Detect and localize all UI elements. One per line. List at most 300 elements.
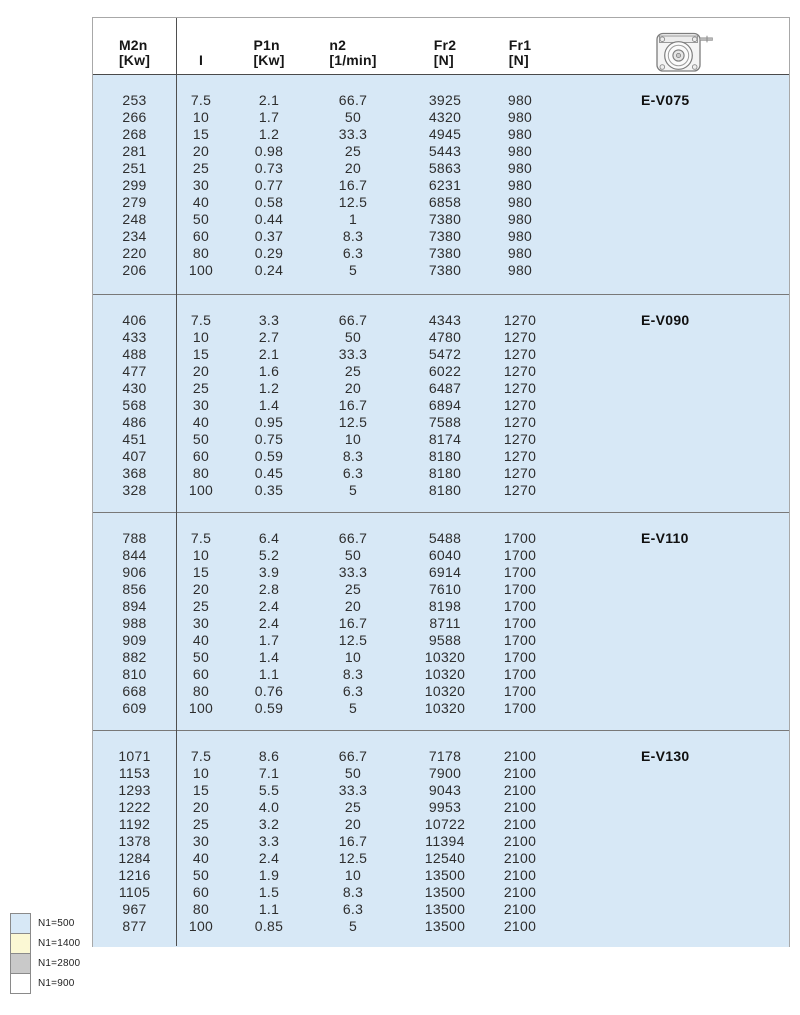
table-row <box>93 380 789 397</box>
model-label <box>544 262 789 279</box>
cell-fr1: 2100 <box>503 918 537 934</box>
cell-p1n: 2.1 <box>258 346 280 362</box>
cell-n2: 6.3 <box>342 901 364 917</box>
table-row <box>93 211 789 228</box>
cell-n2: 20 <box>344 598 362 614</box>
cell-m2n: 1071 <box>118 748 151 764</box>
cell-i: 30 <box>192 615 210 631</box>
cell-n2: 6.3 <box>342 245 364 261</box>
cell-fr2: 7380 <box>428 245 462 261</box>
col-header-m2n <box>93 18 176 74</box>
cell-fr2: 6894 <box>428 397 462 413</box>
cell-p1n: 0.59 <box>254 700 284 716</box>
model-label <box>544 581 789 598</box>
col-header-p1n <box>226 18 312 74</box>
cell-m2n: 988 <box>122 615 147 631</box>
table-row <box>93 564 789 581</box>
cell-n2: 8.3 <box>342 448 364 464</box>
cell-m2n: 279 <box>122 194 147 210</box>
table-row <box>93 581 789 598</box>
model-label <box>544 700 789 717</box>
model-label <box>544 884 789 901</box>
cell-p1n: 0.35 <box>254 482 284 498</box>
cell-n2: 8.3 <box>342 228 364 244</box>
cell-p1n: 3.2 <box>258 816 280 832</box>
cell-p1n: 1.4 <box>258 397 280 413</box>
model-label <box>544 598 789 615</box>
cell-m2n: 909 <box>122 632 147 648</box>
cell-fr2: 8711 <box>429 615 461 631</box>
cell-fr2: 7178 <box>428 748 462 764</box>
cell-fr1: 1700 <box>503 598 537 614</box>
table-row <box>93 683 789 700</box>
cell-p1n: 1.1 <box>258 666 280 682</box>
cell-i: 50 <box>192 649 210 665</box>
cell-fr2: 10320 <box>424 666 466 682</box>
model-group <box>93 294 789 512</box>
cell-i: 40 <box>192 632 210 648</box>
legend-swatch <box>10 953 31 974</box>
cell-i: 50 <box>192 867 210 883</box>
cell-fr2: 8198 <box>428 598 462 614</box>
model-label <box>544 448 789 465</box>
cell-n2: 66.7 <box>338 312 368 328</box>
cell-i: 100 <box>188 700 214 716</box>
table-row <box>93 632 789 649</box>
cell-i: 50 <box>192 211 210 227</box>
cell-i: 60 <box>192 448 210 464</box>
cell-p1n: 0.73 <box>254 160 284 176</box>
cell-m2n: 266 <box>122 109 147 125</box>
cell-fr1: 2100 <box>503 884 537 900</box>
cell-m2n: 1105 <box>118 884 151 900</box>
cell-fr1: 1270 <box>503 397 537 413</box>
table-row <box>93 92 789 109</box>
cell-p1n: 0.24 <box>254 262 284 278</box>
cell-i: 40 <box>192 414 210 430</box>
cell-p1n: 3.3 <box>258 312 280 328</box>
cell-p1n: 5.5 <box>258 782 280 798</box>
table-row <box>93 109 789 126</box>
cell-fr1: 1270 <box>503 482 537 498</box>
cell-m2n: 1293 <box>118 782 151 798</box>
cell-fr1: 2100 <box>503 833 537 849</box>
model-label <box>544 765 789 782</box>
table-row <box>93 918 789 935</box>
cell-m2n: 810 <box>122 666 147 682</box>
legend-swatch <box>10 933 31 954</box>
cell-i: 25 <box>192 380 210 396</box>
model-label <box>544 850 789 867</box>
table-row <box>93 615 789 632</box>
col-header-i-label: I <box>198 52 204 68</box>
cell-fr1: 980 <box>507 160 533 176</box>
cell-fr1: 1270 <box>503 465 537 481</box>
cell-fr1: 1700 <box>503 683 537 699</box>
cell-m2n: 906 <box>122 564 147 580</box>
cell-p1n: 0.44 <box>254 211 284 227</box>
cell-p1n: 1.6 <box>258 363 280 379</box>
cell-fr2: 3925 <box>428 92 462 108</box>
cell-fr2: 6487 <box>428 380 462 396</box>
cell-p1n: 0.75 <box>254 431 284 447</box>
cell-p1n: 0.45 <box>254 465 284 481</box>
cell-i: 40 <box>192 194 210 210</box>
model-label <box>544 109 789 126</box>
cell-p1n: 0.77 <box>254 177 284 193</box>
cell-fr1: 1270 <box>503 312 537 328</box>
cell-fr2: 8180 <box>428 482 462 498</box>
cell-i: 20 <box>192 581 210 597</box>
cell-i: 20 <box>192 143 210 159</box>
model-label <box>544 143 789 160</box>
table-row <box>93 782 789 799</box>
cell-fr2: 9588 <box>428 632 462 648</box>
cell-fr2: 7380 <box>428 211 462 227</box>
cell-m2n: 1284 <box>118 850 151 866</box>
cell-m2n: 220 <box>122 245 147 261</box>
cell-n2: 33.3 <box>338 346 368 362</box>
cell-fr1: 1270 <box>503 329 537 345</box>
cell-m2n: 882 <box>122 649 147 665</box>
cell-fr2: 8174 <box>428 431 462 447</box>
cell-fr1: 980 <box>507 245 533 261</box>
cell-n2: 20 <box>344 380 362 396</box>
model-label <box>544 363 789 380</box>
cell-fr1: 2100 <box>503 867 537 883</box>
table-row <box>93 850 789 867</box>
cell-fr1: 2100 <box>503 748 537 764</box>
model-label <box>544 194 789 211</box>
table-row <box>93 329 789 346</box>
cell-fr2: 7610 <box>428 581 462 597</box>
cell-p1n: 8.6 <box>258 748 280 764</box>
cell-p1n: 5.2 <box>258 547 280 563</box>
cell-fr1: 980 <box>507 92 533 108</box>
cell-fr2: 7900 <box>428 765 462 781</box>
cell-m2n: 251 <box>122 160 147 176</box>
cell-p1n: 1.2 <box>258 126 280 142</box>
col-header-i <box>176 18 226 74</box>
cell-p1n: 1.7 <box>258 632 280 648</box>
cell-p1n: 2.7 <box>258 329 280 345</box>
cell-fr1: 1700 <box>503 649 537 665</box>
cell-i: 80 <box>192 901 210 917</box>
cell-n2: 66.7 <box>338 92 368 108</box>
cell-i: 7.5 <box>190 748 212 764</box>
cell-i: 10 <box>192 547 210 563</box>
cell-fr1: 1270 <box>503 448 537 464</box>
table-row <box>93 748 789 765</box>
legend-label: N1=1400 <box>38 938 81 949</box>
cell-fr1: 980 <box>507 177 533 193</box>
cell-fr2: 10320 <box>424 649 466 665</box>
model-label <box>544 126 789 143</box>
cell-i: 25 <box>192 598 210 614</box>
cell-fr1: 980 <box>507 211 533 227</box>
model-label <box>544 177 789 194</box>
cell-m2n: 856 <box>122 581 147 597</box>
cell-n2: 25 <box>344 799 362 815</box>
cell-p1n: 1.4 <box>258 649 280 665</box>
cell-fr2: 4780 <box>428 329 462 345</box>
table-row <box>93 700 789 717</box>
table-header <box>93 18 789 75</box>
table-row <box>93 833 789 850</box>
table-row <box>93 397 789 414</box>
model-label <box>544 683 789 700</box>
cell-p1n: 2.4 <box>258 615 280 631</box>
table-row <box>93 799 789 816</box>
cell-n2: 33.3 <box>338 782 368 798</box>
cell-fr1: 1700 <box>503 564 537 580</box>
cell-fr1: 1700 <box>503 530 537 546</box>
table-row <box>93 414 789 431</box>
cell-n2: 16.7 <box>338 177 368 193</box>
col-header-m2n-label: M2n [Kw] <box>118 37 151 68</box>
model-label <box>544 465 789 482</box>
cell-fr1: 1270 <box>503 380 537 396</box>
cell-m2n: 894 <box>122 598 147 614</box>
cell-n2: 25 <box>344 581 362 597</box>
model-label: E-V110 <box>641 530 689 546</box>
cell-fr1: 2100 <box>503 765 537 781</box>
cell-p1n: 3.9 <box>258 564 280 580</box>
cell-fr1: 1700 <box>503 700 537 716</box>
table-row <box>93 363 789 380</box>
cell-n2: 10 <box>344 867 362 883</box>
cell-m2n: 368 <box>122 465 147 481</box>
cell-n2: 33.3 <box>338 126 368 142</box>
cell-fr2: 10722 <box>424 816 466 832</box>
cell-n2: 16.7 <box>338 397 368 413</box>
cell-m2n: 253 <box>122 92 147 108</box>
cell-m2n: 407 <box>122 448 147 464</box>
model-label <box>544 346 789 363</box>
cell-fr2: 13500 <box>424 884 466 900</box>
cell-fr2: 7380 <box>428 262 462 278</box>
table-row <box>93 530 789 547</box>
cell-fr1: 1270 <box>503 414 537 430</box>
cell-fr1: 980 <box>507 126 533 142</box>
cell-fr2: 6914 <box>428 564 462 580</box>
cell-i: 80 <box>192 683 210 699</box>
model-label <box>544 329 789 346</box>
cell-fr2: 6022 <box>428 363 462 379</box>
cell-i: 40 <box>192 850 210 866</box>
cell-i: 60 <box>192 666 210 682</box>
cell-fr2: 4945 <box>428 126 462 142</box>
cell-fr2: 9043 <box>428 782 462 798</box>
table-row <box>93 126 789 143</box>
cell-fr2: 5443 <box>428 143 462 159</box>
cell-fr1: 1700 <box>503 666 537 682</box>
table-row <box>93 598 789 615</box>
legend-label: N1=900 <box>38 978 75 989</box>
model-group <box>93 730 789 947</box>
table-row <box>93 245 789 262</box>
model-label <box>544 666 789 683</box>
cell-n2: 10 <box>344 649 362 665</box>
table-row <box>93 482 789 499</box>
cell-p1n: 1.9 <box>258 867 280 883</box>
cell-p1n: 0.95 <box>254 414 284 430</box>
cell-i: 100 <box>188 918 214 934</box>
cell-n2: 12.5 <box>338 194 368 210</box>
model-label <box>544 615 789 632</box>
cell-m2n: 668 <box>122 683 147 699</box>
model-label <box>544 397 789 414</box>
table-row <box>93 194 789 211</box>
cell-m2n: 433 <box>122 329 147 345</box>
model-label <box>544 649 789 666</box>
model-label <box>544 918 789 935</box>
cell-i: 80 <box>192 465 210 481</box>
cell-m2n: 844 <box>122 547 147 563</box>
col-header-fr1-label: Fr1 [N] <box>508 37 532 68</box>
table-row <box>93 448 789 465</box>
cell-fr1: 1700 <box>503 547 537 563</box>
cell-m2n: 451 <box>122 431 147 447</box>
table-row <box>93 884 789 901</box>
cell-n2: 25 <box>344 143 362 159</box>
cell-i: 60 <box>192 884 210 900</box>
cell-n2: 8.3 <box>342 666 364 682</box>
legend-item <box>10 933 80 954</box>
cell-p1n: 0.29 <box>254 245 284 261</box>
cell-n2: 66.7 <box>338 530 368 546</box>
cell-i: 30 <box>192 177 210 193</box>
cell-fr2: 5472 <box>428 346 462 362</box>
col-header-fr1 <box>496 18 544 74</box>
cell-fr2: 10320 <box>424 700 466 716</box>
model-label <box>544 414 789 431</box>
cell-i: 80 <box>192 245 210 261</box>
table-row <box>93 465 789 482</box>
cell-fr1: 980 <box>507 194 533 210</box>
cell-fr2: 9953 <box>428 799 462 815</box>
table-row <box>93 867 789 884</box>
cell-fr2: 7588 <box>428 414 462 430</box>
cell-p1n: 0.59 <box>254 448 284 464</box>
cell-i: 7.5 <box>190 530 212 546</box>
cell-m2n: 281 <box>122 143 147 159</box>
cell-fr1: 980 <box>507 228 533 244</box>
cell-i: 20 <box>192 363 210 379</box>
cell-n2: 16.7 <box>338 615 368 631</box>
cell-i: 10 <box>192 329 210 345</box>
model-label <box>544 431 789 448</box>
cell-fr1: 1700 <box>503 632 537 648</box>
cell-i: 10 <box>192 765 210 781</box>
cell-m2n: 1378 <box>118 833 151 849</box>
cell-fr2: 8180 <box>428 448 462 464</box>
cell-n2: 5 <box>348 918 358 934</box>
cell-i: 100 <box>188 262 214 278</box>
model-label <box>544 228 789 245</box>
cell-n2: 5 <box>348 262 358 278</box>
cell-i: 60 <box>192 228 210 244</box>
ratings-table <box>92 17 790 947</box>
cell-m2n: 1216 <box>118 867 151 883</box>
cell-n2: 5 <box>348 482 358 498</box>
cell-n2: 50 <box>344 547 362 563</box>
cell-m2n: 1153 <box>118 765 151 781</box>
model-label <box>544 867 789 884</box>
cell-fr2: 11394 <box>425 833 465 849</box>
cell-fr1: 1700 <box>503 581 537 597</box>
table-row <box>93 177 789 194</box>
cell-fr2: 8180 <box>428 465 462 481</box>
cell-fr2: 7380 <box>428 228 462 244</box>
cell-fr2: 4320 <box>428 109 462 125</box>
cell-fr2: 5488 <box>428 530 462 546</box>
cell-n2: 66.7 <box>338 748 368 764</box>
model-label <box>544 245 789 262</box>
cell-i: 25 <box>192 160 210 176</box>
cell-n2: 25 <box>344 363 362 379</box>
cell-n2: 33.3 <box>338 564 368 580</box>
cell-n2: 6.3 <box>342 683 364 699</box>
cell-fr2: 13500 <box>424 867 466 883</box>
cell-p1n: 0.37 <box>254 228 284 244</box>
cell-m2n: 328 <box>122 482 147 498</box>
table-row <box>93 160 789 177</box>
cell-m2n: 477 <box>122 363 147 379</box>
cell-i: 30 <box>192 397 210 413</box>
cell-m2n: 206 <box>122 262 147 278</box>
model-label <box>544 799 789 816</box>
cell-m2n: 234 <box>122 228 147 244</box>
legend-label: N1=500 <box>38 918 75 929</box>
legend-swatch <box>10 913 31 934</box>
cell-m2n: 877 <box>122 918 147 934</box>
table-row <box>93 666 789 683</box>
model-label: E-V130 <box>641 748 690 764</box>
cell-n2: 50 <box>344 329 362 345</box>
cell-m2n: 488 <box>122 346 147 362</box>
cell-i: 50 <box>192 431 210 447</box>
model-label <box>544 564 789 581</box>
table-row <box>93 547 789 564</box>
table-row <box>93 765 789 782</box>
cell-fr1: 980 <box>507 109 533 125</box>
cell-p1n: 1.5 <box>258 884 280 900</box>
cell-p1n: 2.1 <box>258 92 280 108</box>
cell-m2n: 788 <box>122 530 147 546</box>
cell-fr1: 1270 <box>503 363 537 379</box>
cell-i: 15 <box>192 346 210 362</box>
table-row <box>93 262 789 279</box>
cell-fr2: 6231 <box>428 177 462 193</box>
model-label <box>544 160 789 177</box>
cell-n2: 20 <box>344 816 362 832</box>
cell-n2: 12.5 <box>338 850 368 866</box>
model-label <box>544 547 789 564</box>
table-row <box>93 143 789 160</box>
cell-fr1: 980 <box>507 143 533 159</box>
cell-m2n: 248 <box>122 211 147 227</box>
col-header-fr2 <box>394 18 496 74</box>
cell-m2n: 609 <box>122 700 147 716</box>
cell-i: 15 <box>192 782 210 798</box>
cell-m2n: 967 <box>122 901 147 917</box>
cell-p1n: 0.76 <box>254 683 284 699</box>
worm-gearbox-icon <box>656 31 714 73</box>
cell-i: 30 <box>192 833 210 849</box>
cell-i: 10 <box>192 109 210 125</box>
cell-i: 15 <box>192 564 210 580</box>
